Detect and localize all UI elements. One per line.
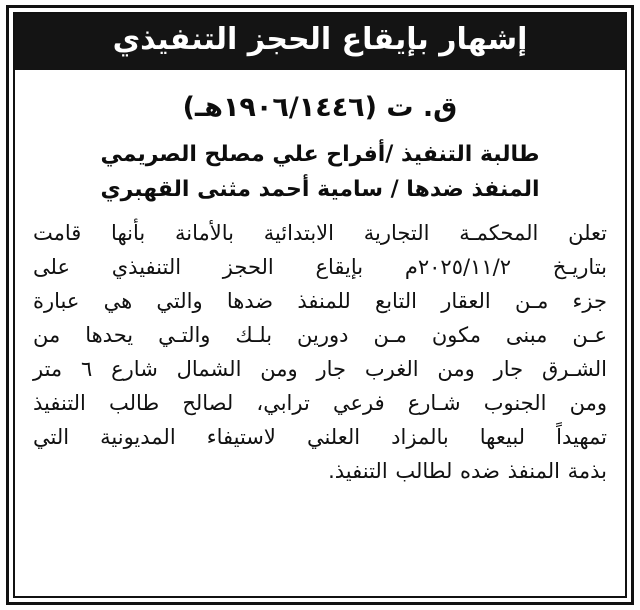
paragraph-line: ومن الجنوب شـارع فرعي ترابي، لصالح طالب التنفيذ: [33, 391, 607, 416]
paragraph-line: بذمة المنفذ ضده لطالب التنفيذ.: [328, 459, 607, 484]
respondent-line: المنفذ ضدها / سامية أحمد مثنى القهبري: [100, 177, 540, 203]
outer-border: [6, 5, 634, 605]
paragraph-line: تمهيداً لبيعها بالمزاد العلني لاستيفاء المديونية التي: [33, 425, 607, 450]
notice-paragraph: [33, 216, 607, 488]
inner-border: [13, 12, 627, 598]
paragraph-line: الشـرق جار ومن الغرب جار ومن الشمال شارع ٦ متر: [33, 357, 607, 382]
page-title: إشهار بإيقاع الحجز التنفيذي: [112, 22, 528, 57]
case-number: ق. ت (١٩٠٦/١٤٤٦هـ): [182, 91, 458, 123]
paragraph-line: جزء مـن العقار التابع للمنفذ ضدها والتي هي عبارة: [33, 289, 607, 314]
paragraph-line: عـن مبنى مكون مـن دورين بلـك والتـي يحدها من: [33, 323, 607, 348]
paragraph-line: تعلن المحكمـة التجارية الابتدائية بالأمانة بأنها قامت: [33, 221, 607, 246]
paragraph-line: بتاريـخ ٢٠٢٥/١١/٢م بإيقاع الحجز التنفيذي على: [33, 255, 608, 280]
claimant-line: طالبة التنفيذ /أفراح علي مصلح الصريمي: [100, 141, 540, 167]
document-title-bar: [15, 14, 625, 70]
document-body: [15, 70, 625, 497]
